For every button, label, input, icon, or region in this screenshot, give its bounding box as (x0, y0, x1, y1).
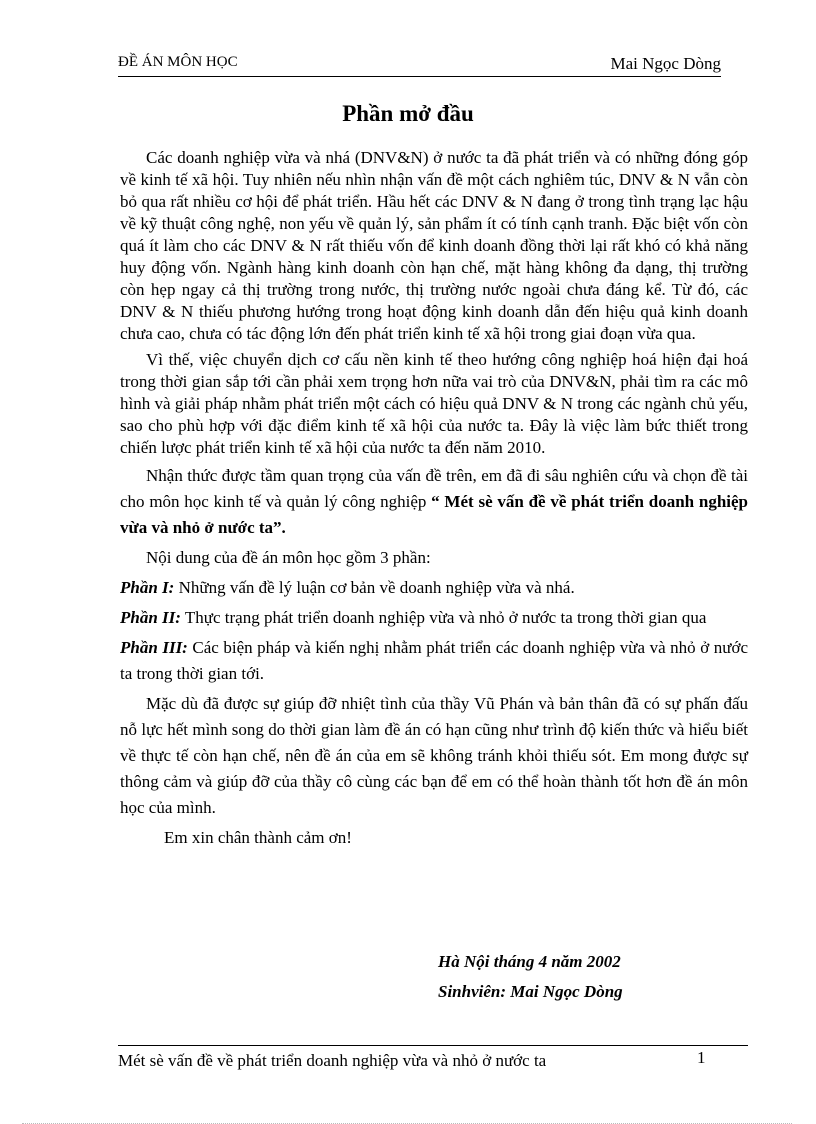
paragraph-intro: Các doanh nghiệp vừa và nhá (DNV&N) ở nước ta đã phát triển và có những đóng góp về kinh tế xã hội. Tuy nhiên nếu nhìn nhận vấn đề một cách nghiêm túc, DNV & N vẫn còn bỏ qua rất nhiều cơ hội để phát triển. Hầu hết các DNV & N đang ở trong tình trạng lạc hậu về kỹ thuật công nghệ, non yếu về quản lý, sản phẩm ít có tính cạnh tranh. Đặc biệt vốn còn quá ít làm cho các DNV & N rất thiếu vốn để kinh doanh đồng thời lại rất khó có khả năng huy động vốn. Ngành hàng kinh doanh còn hạn chế, mặt hàng không đa dạng, thị trường còn hẹp ngay cả thị trường trong nước, thị trường nước ngoài chưa đáng kể. Từ đó, các DNV & N thiếu phương hướng trong hoạt động kinh doanh dẫn đến hiệu quả kinh doanh chưa cao, chưa có tác động lớn đến phát triển kinh tế xã hội trong giai đoạn vừa qua. (120, 148, 748, 343)
part-label: Phần II: (120, 608, 181, 627)
part-label: Phần III: (120, 638, 188, 657)
document-body (120, 147, 748, 855)
part-text: Các biện pháp và kiến nghị nhằm phát triển các doanh nghiệp vừa và nhỏ ở nước ta trong thời gian tới. (120, 638, 748, 683)
page-header (118, 52, 721, 77)
signature-block (438, 947, 623, 1007)
part-text: Những vấn đề lý luận cơ bản về doanh nghiệp vừa và nhá. (174, 578, 575, 597)
part-text: Thực trạng phát triển doanh nghiệp vừa và nhỏ ở nước ta trong thời gian qua (180, 608, 707, 627)
signature-date: Hà Nội tháng 4 năm 2002 (438, 952, 621, 971)
paragraph-restructure: Vì thế, việc chuyển dịch cơ cấu nền kinh tế theo hướng công nghiệp hoá hiện đại hoá trong thời gian sắp tới cần phải xem trọng hơn nữa vai trò của DNV&N, phải tìm ra các mô hình và giải pháp nhằm phát triển một cách có hiệu quả DNV & N trong các ngành chủ yếu, sao cho phù hợp với đặc điểm kinh tế xã hội của nước ta. Đây là việc làm bức thiết trong chiến lược phát triển kinh tế xã hội của nước ta đến năm 2010. (120, 350, 748, 457)
page-number: 1 (697, 1048, 706, 1067)
part-item (120, 635, 748, 687)
part-label: Phần I: (120, 578, 175, 597)
awareness-text: Nhận thức được tầm quan trọng của vấn đề trên, em đã đi sâu nghiên cứu và chọn đề tài cho môn học kinh tế và quản lý công nghiệp (120, 466, 748, 511)
topic-title: “ Mét sè vấn đề về phát triển doanh nghiệp vừa và nhỏ ở nước ta”. (120, 492, 749, 537)
paragraph-closing: Mặc dù đã được sự giúp đỡ nhiệt tình của thầy Vũ Phán và bản thân đã có sự phấn đấu nỗ lực hết mình song do thời gian làm đề án có hạn cũng như trình độ kiến thức và hiểu biết về thực tế còn hạn chế, nên đề án của em sẽ không tránh khỏi thiếu sót. Em mong được sự thông cảm và giúp đỡ của thầy cô cùng các bạn để em có thể hoàn thành tốt hơn đề án môn học của mình. (120, 694, 748, 817)
page-title: Phần mở đầu (342, 101, 474, 126)
header-author: Mai Ngọc Dòng (610, 54, 721, 73)
signature-student: Sinhviên: Mai Ngọc Dòng (438, 982, 623, 1001)
footer-divider (118, 1045, 748, 1046)
footer-title: Mét sè vấn đề về phát triển doanh nghiệp vừa và nhỏ ở nước ta (118, 1051, 547, 1070)
part-item (120, 575, 748, 601)
header-course-title: ĐỀ ÁN MÔN HỌC (118, 54, 238, 70)
part-item (120, 605, 748, 631)
content-intro: Nội dung của đề án môn học gồm 3 phần: (146, 548, 431, 567)
thanks-line: Em xin chân thành cảm ơn! (164, 828, 352, 847)
paragraph-awareness (120, 463, 748, 541)
